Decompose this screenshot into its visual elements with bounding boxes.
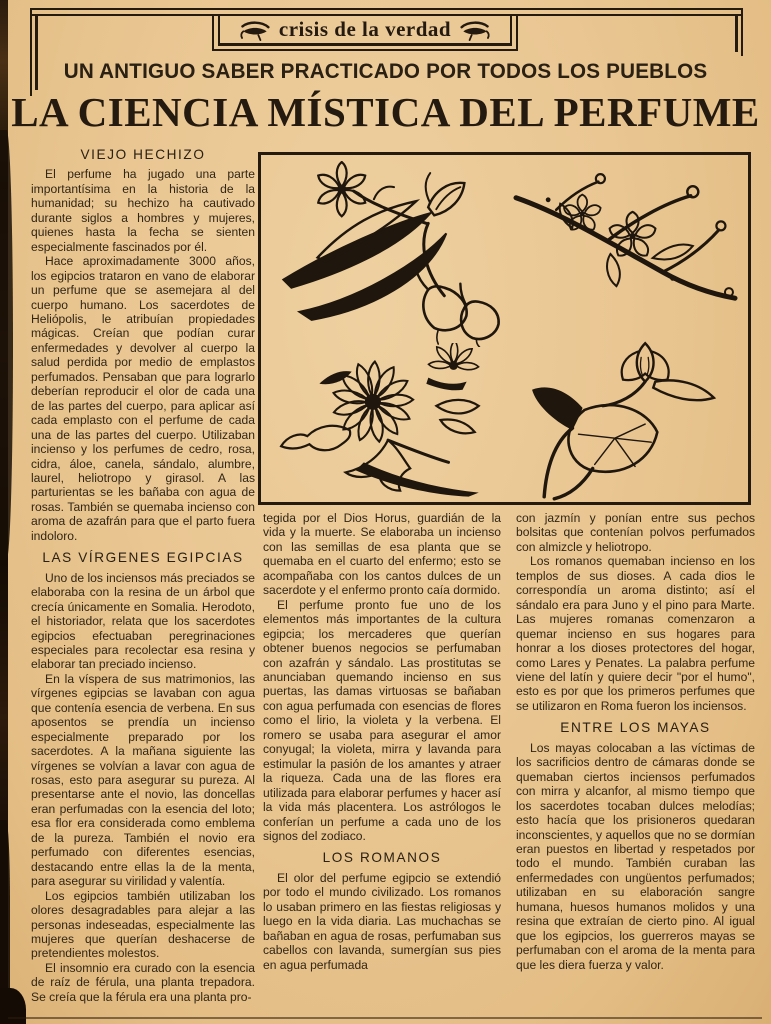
paragraph: El olor del perfume egipcio se extendió por todo el mundo civilizado. Los romanos lo usaban primero en las fiestas religiosas y luego en la vida diaria. Las muchachas se bañaban en agua de rosas, perfumaban sus cabellos con lavanda, sumergían sus pies en agua perfumada	[263, 870, 501, 972]
section-banner	[213, 15, 517, 46]
paragraph: con jazmín y ponían entre sus pechos bolsitas que contenían polvos perfumados con almizcle y heliotropo.	[516, 511, 755, 554]
paragraph: Uno de los inciensos más preciados se elaboraba con la resina de un árbol que crecía únicamente en Somalia. Herodoto, el historiador, relata que los sacerdotes egipcios efectuaban peregrinaciones especiales para recolectar esa resina y elaborar tan preciado incienso.	[31, 570, 255, 672]
paragraph: El perfume ha jugado una parte importantísima en la historia de la humanidad; su hechizo ha cautivado durante siglos a hombres y mujeres, quienes hasta la fecha se sienten especialmente fascinados por él.	[31, 167, 255, 254]
paragraph: En la víspera de sus matrimonios, las vírgenes egipcias se lavaban con agua que contenía esencia de verbena. En sus aposentos se prendía un incienso especialmente preparado por los sacerdotes. A la mañana siguiente las vírgenes se volvían a lavar con agua de rosas, esto para asegurar su pureza. Al presentarse ante el novio, las doncellas eran perfumadas con la esencia del loto; esa flor era considerada como emblema de la pureza. También el novio era perfumado con diferentes esencias, destacando entre ellas la de la menta, para asegurar su virilidad y valentía.	[31, 671, 255, 889]
eye-of-horus-icon	[240, 20, 270, 41]
article-headline: LA CIENCIA MÍSTICA DEL PERFUME	[11, 89, 760, 135]
banner-title: crisis de la verdad	[278, 17, 452, 41]
paragraph: El perfume pronto fue uno de los elementos más importantes de la cultura egipcia; los mercaderes que querían obtener buenos negocios se perfumaban con azafrán y sándalo. Las prostitutas se anunciaban quemando incienso en sus puertas, las damas virtuosas se bañaban con agua perfumada con esencias de flores como el lirio, la violeta y la verbena. El romero se usaba para asegurar el amor conyugal; la violeta, mirra y lavanda para estimular la pasión de los amantes y atraer la riqueza. Cada una de las flores era utilizada para elaborar perfumes y hacer así la vida más placentera. Los astrólogos le conferían un perfume a cada uno de los signos del zodiaco.	[263, 597, 501, 843]
article-column-2	[263, 511, 501, 972]
article-column-3	[516, 511, 755, 972]
scan-gutter-shadow	[0, 130, 13, 560]
flowering-branch-illustration	[512, 169, 738, 331]
section-heading: LAS VÍRGENES EGIPCIAS	[42, 550, 244, 566]
paragraph: Hace aproximadamente 3000 años, los egipcios trataron en vano de elaborar un perfume que se asemejara al del cuerpo humano. Los sacerdotes de Heliópolis, le atribuían propiedades mágicas. Creían que podían curar enfermedades y devolver al cuerpo la salud perdida por medio de emplastos perfumados. Pensaban que para lograrlo deberían reproducir el olor de cada una de las partes del cuerpo, para aplicar así cada emplasto con el perfume de cada una de las partes del cuerpo. Utilizaban incienso y los perfumes de cedro, rosa, cidra, áloe, canela, sándalo, alumbre, laurel, heliotropo y girasol. A las parturientas se les bañaba con agua de rosas. También se quemaba incienso con aroma de azafrán para que el parto fuera indoloro.	[31, 254, 255, 543]
paragraph: Los romanos quemaban incienso en los templos de sus dioses. A cada dios le correspondía un aroma distinto; así el sándalo era para Juno y el pino para Marte. Las mujeres romanas comenzaron a quemar incienso en sus hogares para honrar a los dioses protectores del hogar, como Lares y Penates. La palabra perfume viene del latín y quiere decir "por el humo", esto es por que los primeros perfumes que se utilizaron en Roma fueron los inciensos.	[516, 554, 755, 713]
eye-of-horus-icon	[460, 20, 490, 41]
paragraph: tegida por el Dios Horus, guardián de la vida y la muerte. Se elaboraba un incienso con las semillas de esa planta que se quemaba en el cuarto del enfermo; esto se acompañaba con los cantos dulces de un sacerdote y el enfermo pronto caía dormido.	[263, 511, 501, 598]
page-bottom-rule	[8, 1017, 762, 1019]
narcissus-with-bulbs-illustration	[277, 161, 509, 347]
paragraph: Los mayas colocaban a las víctimas de los sacrificios dentro de cámaras donde se quemaban ciertos inciensos perfumados con mirra y alcanfor, al mismo tiempo que los sacerdotes tocaban dulces melodías; esto hacía que los prisioneros quedaran inconscientes, y aquellos que no se dormían eran puestos en libertad y respetados por todo el mundo. También curaban las enfermedades con ungüentos perfumados; utilizaban en su elaboración sangre humana, huesos humanos molidos y una resina que extraían de cierto pino. Al igual que los egipcios, los guerreros mayas se perfumaban con el aroma de la menta para que les diera fuerza y valor.	[516, 740, 755, 972]
chrysanthemum-illustration	[267, 343, 509, 497]
section-heading: ENTRE LOS MAYAS	[560, 720, 711, 736]
article-kicker: UN ANTIGUO SABER PRACTICADO POR TODOS LOS PUEBLOS	[63, 59, 708, 83]
section-heading: VIEJO HECHIZO	[80, 147, 206, 162]
botanical-illustration-panel	[258, 152, 751, 505]
paragraph: El insomnio era curado con la esencia de raíz de férula, una planta trepadora. Se creía que la férula era una planta pro-	[31, 960, 255, 1004]
lotus-illustration	[526, 337, 728, 501]
section-heading: LOS ROMANOS	[322, 850, 442, 866]
paragraph: Los egipcios también utilizaban los olores desagradables para alejar a las personas indeseadas, especialmente las mujeres que querían deshacerse de pretendientes molestos.	[31, 888, 255, 961]
article-column-1	[31, 146, 255, 1004]
